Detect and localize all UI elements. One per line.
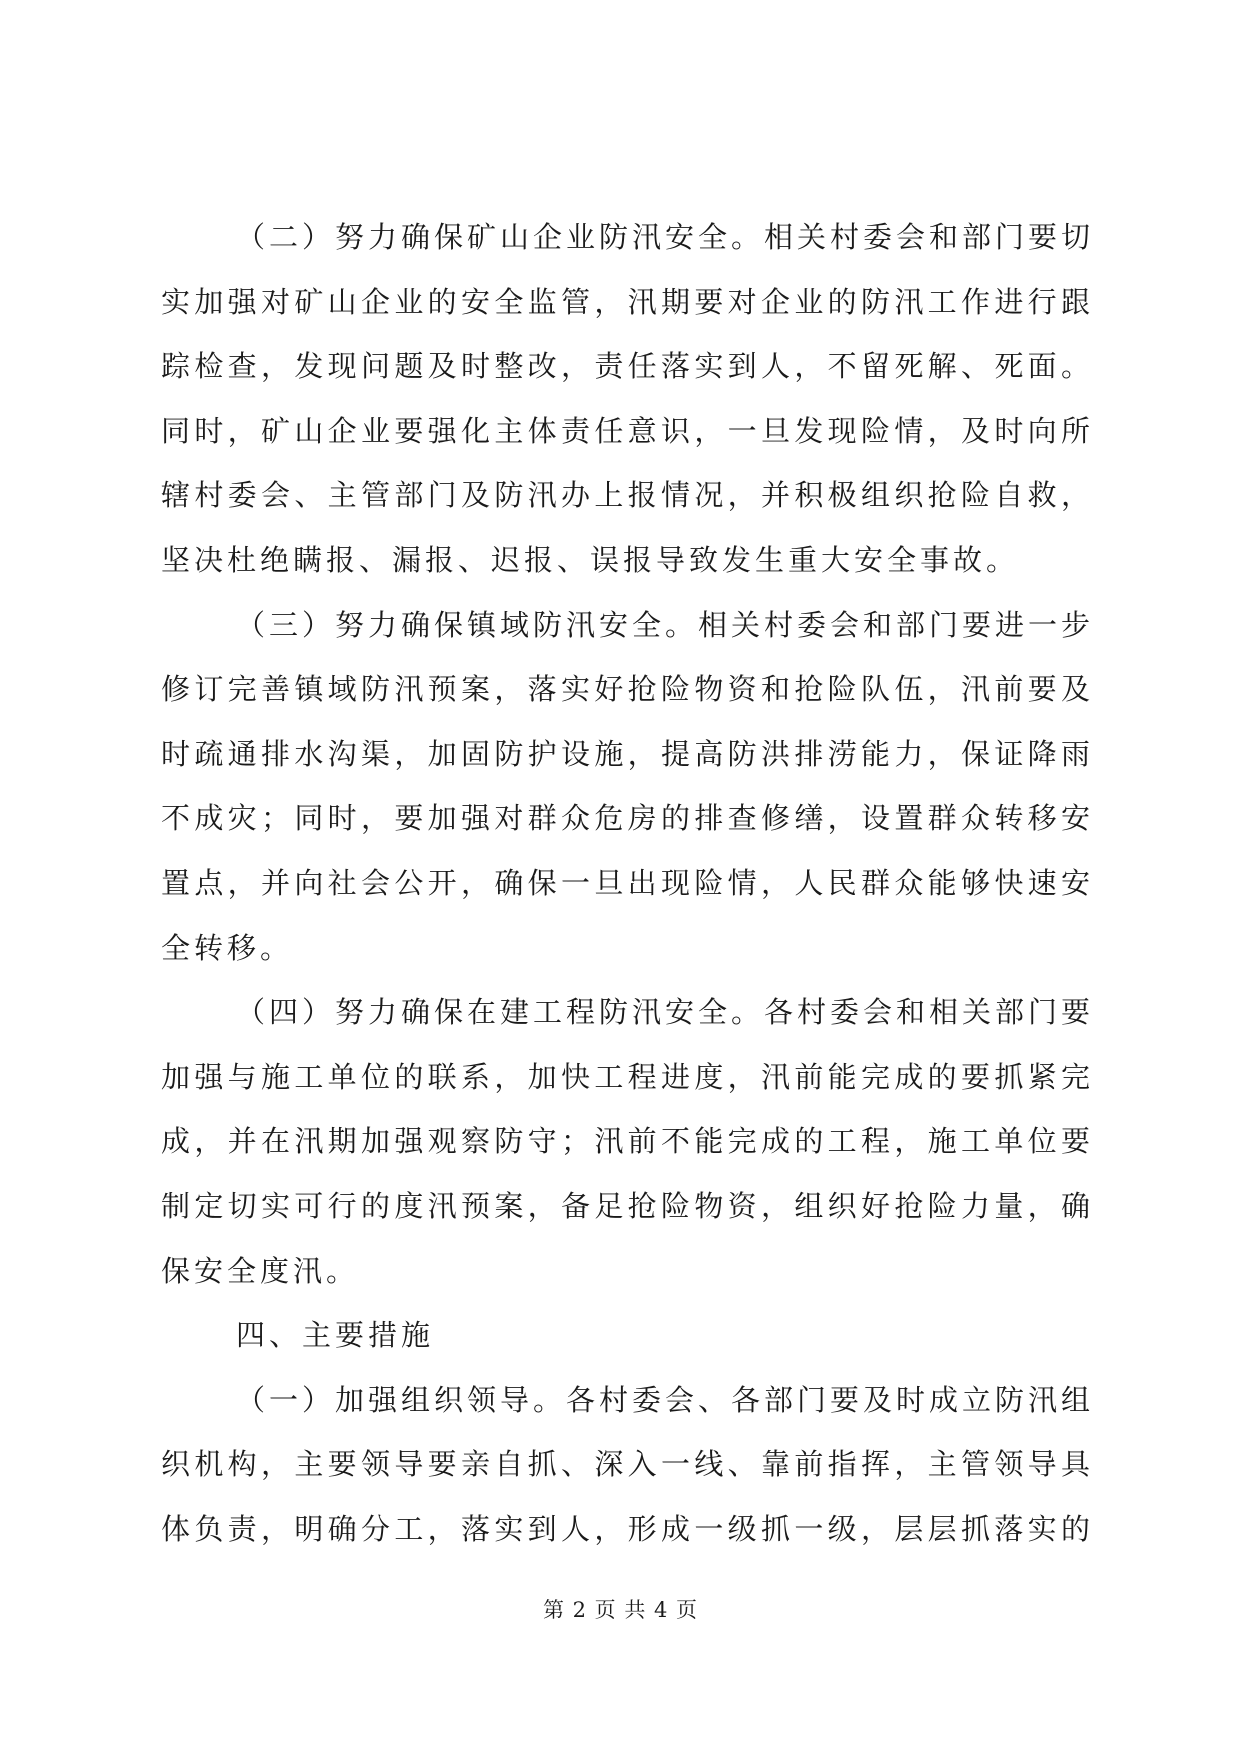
text-line: （二）努力确保矿山企业防汛安全。相关村委会和部门要切 bbox=[236, 220, 1090, 254]
text-line: 辖村委会、主管部门及防汛办上报情况，并积极组织抢险自救， bbox=[161, 478, 1090, 513]
text-line: 织机构，主要领导要亲自抓、深入一线、靠前指挥，主管领导具 bbox=[161, 1447, 1090, 1482]
text-line: 制定切实可行的度汛预案，备足抢险物资，组织好抢险力量，确 bbox=[161, 1188, 1090, 1223]
document-body bbox=[161, 205, 1090, 1561]
text-line: 修订完善镇域防汛预案，落实好抢险物资和抢险队伍，汛前要及 bbox=[161, 672, 1090, 707]
text-line: 成，并在汛期加强观察防守；汛前不能完成的工程，施工单位要 bbox=[161, 1124, 1090, 1159]
text-line: 踪检查，发现问题及时整改，责任落实到人，不留死解、死面。 bbox=[161, 349, 1090, 384]
text-line: 时疏通排水沟渠，加固防护设施，提高防洪排涝能力，保证降雨 bbox=[161, 736, 1090, 771]
text-line: 保安全度汛。 bbox=[161, 1253, 360, 1288]
text-line: 加强与施工单位的联系，加快工程进度，汛前能完成的要抓紧完 bbox=[161, 1059, 1090, 1094]
text-line: 不成灾；同时，要加强对群众危房的排查修缮，设置群众转移安 bbox=[161, 801, 1090, 836]
text-line: 体负责，明确分工，落实到人，形成一级抓一级，层层抓落实的 bbox=[161, 1511, 1090, 1546]
text-line: 置点，并向社会公开，确保一旦出现险情，人民群众能够快速安 bbox=[161, 865, 1090, 900]
text-line: （四）努力确保在建工程防汛安全。各村委会和相关部门要 bbox=[236, 995, 1090, 1030]
text-line: （一）加强组织领导。各村委会、各部门要及时成立防汛组 bbox=[236, 1382, 1090, 1417]
section-heading: 四、主要措施 bbox=[236, 1318, 435, 1353]
text-line: （三）努力确保镇域防汛安全。相关村委会和部门要进一步 bbox=[236, 607, 1090, 642]
text-line: 全转移。 bbox=[161, 930, 294, 965]
text-line: 实加强对矿山企业的安全监管，汛期要对企业的防汛工作进行跟 bbox=[161, 284, 1090, 319]
text-line: 同时，矿山企业要强化主体责任意识，一旦发现险情，及时向所 bbox=[161, 413, 1090, 448]
text-line: 坚决杜绝瞒报、漏报、迟报、误报导致发生重大安全事故。 bbox=[161, 542, 1020, 577]
page-number-footer: 第 2 页 共 4 页 bbox=[542, 1598, 699, 1622]
